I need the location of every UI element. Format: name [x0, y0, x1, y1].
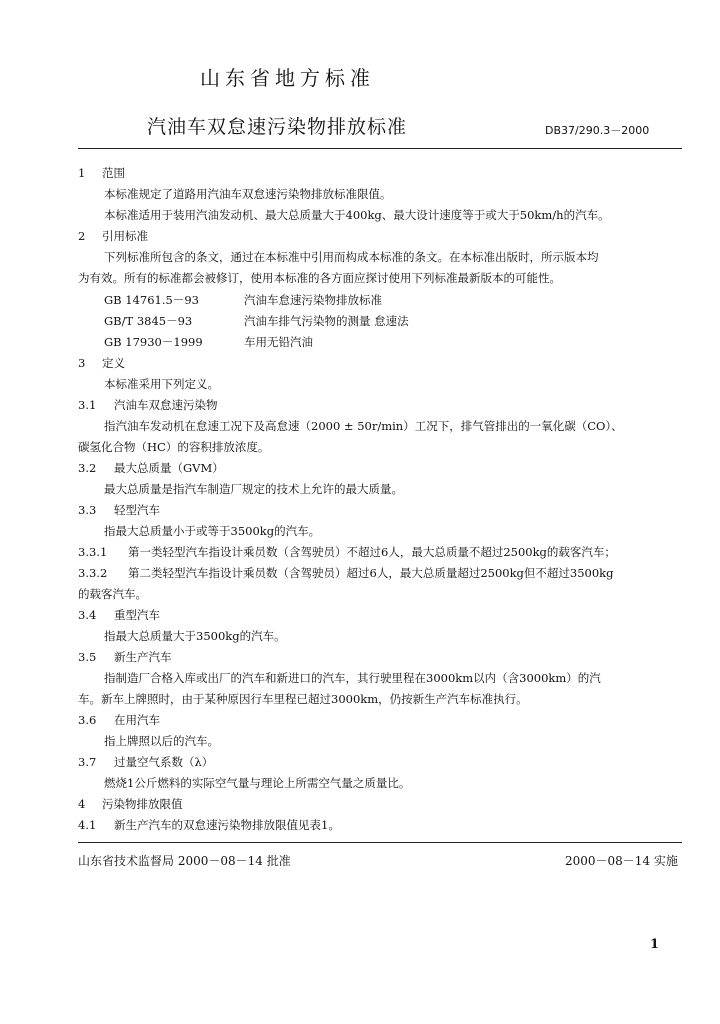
section-title: 定义: [102, 356, 125, 370]
subsection-3-2-heading: [78, 460, 224, 476]
reference-row: [104, 292, 382, 308]
subsection-title: 轻型汽车: [114, 503, 160, 517]
paragraph-continuation: 碳氢化合物（HC）的容积排放浓度。: [78, 440, 270, 454]
paragraph: 第一类轻型汽车指设计乘员数（含驾驶员）不超过6人，最大总质量不超过2500kg的载客汽车；: [128, 545, 616, 559]
section-2-heading: [78, 228, 148, 244]
subsection-title: 在用汽车: [114, 713, 160, 727]
paragraph-continuation: 车。新车上牌照时，由于某种原因行车里程已超过3000km，仍按新生产汽车标准执行。: [78, 692, 528, 706]
paragraph: 最大总质量是指汽车制造厂规定的技术上允许的最大质量。: [104, 482, 403, 496]
subsection-3-3-2: [78, 565, 614, 581]
subsection-number: 4.1: [78, 818, 97, 832]
subsection-3-7-heading: [78, 754, 213, 770]
section-title: 引用标准: [102, 229, 148, 243]
page-number: 1: [650, 937, 660, 952]
header-rule: [78, 148, 682, 149]
paragraph: 指最大总质量大于3500kg的汽车。: [104, 629, 286, 643]
subsection-number: 3.3.1: [78, 545, 108, 559]
paragraph: 指上牌照以后的汽车。: [104, 734, 219, 748]
section-number: 1: [78, 166, 86, 180]
subsection-number: 3.2: [78, 461, 97, 475]
paragraph: 下列标准所包含的条文，通过在本标准中引用而构成本标准的条文。在本标准出版时，所示版本均: [104, 250, 599, 264]
document-org-header: 山东省地方标准: [200, 66, 375, 90]
paragraph: 本标准规定了道路用汽油车双怠速污染物排放标准限值。: [104, 187, 392, 201]
subsection-number: 3.7: [78, 755, 97, 769]
reference-id: GB/T 3845－93: [104, 314, 193, 328]
footer-rule: [78, 842, 682, 843]
paragraph: 指最大总质量小于或等于3500kg的汽车。: [104, 524, 321, 538]
subsection-3-5-heading: [78, 649, 172, 665]
reference-title: 车用无铅汽油: [244, 335, 313, 349]
section-number: 2: [78, 229, 86, 243]
section-1-heading: [78, 165, 125, 181]
paragraph: 指制造厂合格入库或出厂的汽车和新进口的汽车，其行驶里程在3000km以内（含3000km）的汽: [104, 671, 601, 685]
paragraph: 指汽油车发动机在怠速工况下及高怠速（2000 ± 50r/min）工况下，排气管排出的一氧化碳（CO）、: [104, 419, 623, 433]
subsection-3-3-heading: [78, 502, 160, 518]
section-number: 4: [78, 797, 86, 811]
subsection-3-6-heading: [78, 712, 160, 728]
paragraph-continuation: 的载客汽车。: [78, 587, 147, 601]
section-title: 范围: [102, 166, 125, 180]
subsection-number: 3.3.2: [78, 566, 108, 580]
subsection-title: 最大总质量（GVM）: [114, 461, 224, 475]
paragraph-continuation: 为有效。所有的标准都会被修订，使用本标准的各方面应探讨使用下列标准最新版本的可能性。: [78, 271, 561, 285]
subsection-title: 过量空气系数（λ）: [114, 755, 214, 769]
subsection-number: 3.4: [78, 608, 97, 622]
reference-id: GB 14761.5－93: [104, 293, 199, 307]
subsection-title: 汽油车双怠速污染物: [114, 398, 218, 412]
subsection-number: 3.5: [78, 650, 97, 664]
approval-note: 山东省技术监督局 2000－08－14 批准: [78, 854, 291, 868]
subsection-4-1: [78, 817, 340, 833]
reference-row: [104, 313, 409, 329]
subsection-title: 重型汽车: [114, 608, 160, 622]
section-4-heading: [78, 796, 183, 812]
implementation-date: 2000－08－14 实施: [565, 854, 678, 868]
subsection-number: 3.3: [78, 503, 97, 517]
subsection-number: 3.6: [78, 713, 97, 727]
standard-code: DB37/290.3－2000: [545, 124, 650, 137]
section-3-heading: [78, 355, 125, 371]
paragraph: 新生产汽车的双怠速污染物排放限值见表1。: [114, 818, 340, 832]
subsection-number: 3.1: [78, 398, 97, 412]
paragraph: 本标准适用于装用汽油发动机、最大总质量大于400kg、最大设计速度等于或大于50km/h的汽车。: [104, 208, 610, 222]
reference-title: 汽油车怠速污染物排放标准: [244, 293, 382, 307]
subsection-3-4-heading: [78, 607, 160, 623]
reference-id: GB 17930－1999: [104, 335, 203, 349]
reference-title: 汽油车排气污染物的测量 怠速法: [244, 314, 409, 328]
subsection-title: 新生产汽车: [114, 650, 172, 664]
section-title: 污染物排放限值: [102, 797, 183, 811]
section-number: 3: [78, 356, 86, 370]
paragraph: 第二类轻型汽车指设计乘员数（含驾驶员）超过6人，最大总质量超过2500kg但不超过3500kg: [128, 566, 614, 580]
paragraph: 本标准采用下列定义。: [104, 377, 219, 391]
document-title: 汽油车双怠速污染物排放标准: [147, 116, 408, 138]
reference-row: [104, 334, 313, 350]
subsection-3-3-1: [78, 544, 616, 560]
paragraph: 燃烧1公斤燃料的实际空气量与理论上所需空气量之质量比。: [104, 776, 411, 790]
subsection-3-1-heading: [78, 397, 218, 413]
